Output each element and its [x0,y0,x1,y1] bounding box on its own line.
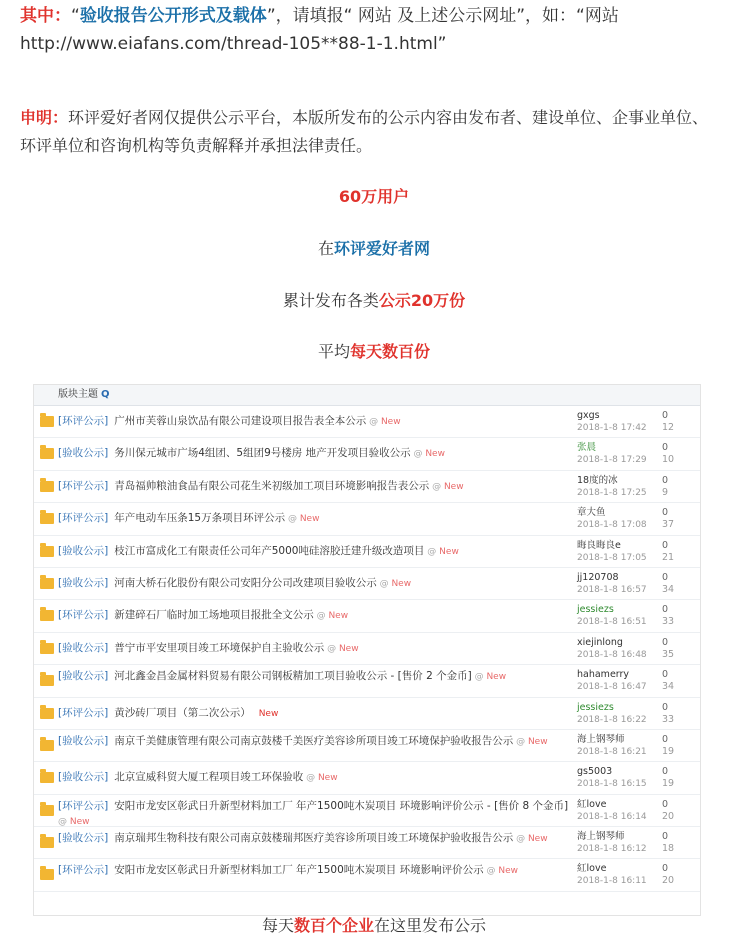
table-row[interactable] [34,471,700,503]
thread-date: 2018-1-8 16:48 [577,649,647,660]
thread-date: 2018-1-8 16:57 [577,584,647,595]
attachment-icon: @ [285,514,300,525]
thread-views: 33 [662,616,675,628]
thread-replies: 0 [662,539,669,551]
thread-views: 12 [662,422,675,433]
thread-replies: 0 [662,831,669,843]
users-line [0,184,748,207]
thread-category-link[interactable]: [环评公示] [58,415,109,427]
thread-category-link[interactable]: [环评公示] [58,864,109,877]
intro-subject: 验收报告公开形式及载体 [79,6,267,26]
thread-stats [662,734,674,758]
table-row[interactable] [34,859,700,891]
table-row[interactable] [34,536,700,568]
new-badge [58,817,90,827]
thread-title-cell [58,414,578,429]
thread-title-cell [58,799,578,829]
forum-header-title: 版块主题 [58,389,98,400]
new-badge-label: New [391,578,412,589]
new-badge [424,547,458,557]
table-row[interactable] [34,633,700,665]
thread-date: 2018-1-8 16:11 [577,876,647,887]
thread-stats [662,799,674,823]
thread-replies: 0 [662,798,669,810]
thread-title-link[interactable]: 普宁市平安里项目竣工环境保护自主验收公示 [114,641,325,654]
folder-icon [40,448,54,459]
table-row[interactable] [34,438,700,470]
folder-icon [40,513,54,524]
thread-replies: 0 [662,571,669,583]
thread-title-cell [58,479,578,494]
thread-category-link[interactable]: [验收公示] [58,771,109,784]
table-row[interactable] [34,827,700,859]
table-row[interactable] [34,503,700,535]
thread-stats [662,766,674,790]
new-badge: New [258,708,279,719]
thread-views: 18 [662,843,675,855]
folder-icon [40,837,54,848]
caption-post: 在这里发布公示 [374,916,487,935]
thread-title-link[interactable]: 务川保元城市广场4组团、5组团9号楼房 地产开发项目验收公示 [114,447,411,460]
notice-label: 申明： [20,108,69,127]
intro-text: ，请填报“ 网站 及上述公示网址”，如：“网站 http://www.eiafans.com/thread-105**88-1-1.html” [20,6,619,54]
thread-category-link[interactable]: [环评公示] [58,512,109,525]
table-row[interactable] [34,600,700,632]
forum-header [34,385,700,406]
new-badge [303,773,337,783]
thread-views: 10 [662,454,675,466]
thread-category-link[interactable]: [验收公示] [58,447,109,460]
thread-category-link[interactable]: [环评公示] [58,799,109,812]
new-badge-label: New [328,611,349,622]
new-badge-label: New [317,773,338,784]
thread-author-link[interactable]: xiejinlong [577,636,623,648]
thread-title-link[interactable]: 枝江市富成化工有限责任公司年产5000吨硅溶胶迁建升级改造项目 [114,544,425,557]
thread-category-link[interactable]: [验收公示] [58,544,109,557]
thread-views: 34 [662,583,675,595]
thread-replies: 0 [662,442,669,454]
intro-paragraph [20,2,732,58]
attachment-icon: @ [376,578,392,589]
thread-title-cell [58,511,578,526]
folder-icon [40,675,54,686]
folder-icon [40,481,54,492]
thread-stats [662,702,674,726]
caption-pre: 每天 [261,916,294,935]
thread-title-cell [58,544,578,559]
new-badge [377,579,411,589]
new-badge-label: New [425,449,445,460]
thread-author-link[interactable]: 章大鱼 [577,507,606,519]
search-icon[interactable]: Q [101,389,110,400]
intro-quote-close: ” [266,6,276,26]
new-badge-label: New [69,816,90,827]
thread-author-link[interactable]: hahamerry [577,669,630,681]
thread-views: 19 [662,745,675,757]
thread-title-link[interactable]: 河北鑫金昌金属材料贸易有限公司钢板精加工项目验收公示 - [售价 2 个金币] [114,670,472,683]
new-badge [314,611,348,621]
thread-title-link[interactable]: 黄沙砖厂项目（第二次公示） [114,706,251,719]
new-badge-label: New [527,736,548,747]
thread-replies: 0 [662,701,669,713]
thread-date: 2018-1-8 16:14 [577,811,647,822]
folder-icon [40,869,54,880]
site-name: 环评爱好者网 [334,239,431,258]
thread-date: 2018-1-8 17:25 [577,487,647,498]
folder-icon [40,708,54,719]
thread-stats [662,410,674,434]
thread-stats [662,831,674,855]
users-count: 60万用户 [338,187,410,206]
thread-date: 2018-1-8 16:22 [577,714,647,725]
caption-highlight: 数百个企业 [293,916,374,935]
thread-category-link[interactable]: [验收公示] [58,734,109,747]
new-badge [366,417,400,427]
thread-title-cell [58,641,578,656]
new-badge-label: New [498,866,518,877]
intro-label: 其中： [20,6,71,26]
thread-author-link[interactable]: gxgs [577,410,600,421]
thread-category-link[interactable]: [环评公示] [58,609,109,622]
thread-stats [662,540,674,564]
thread-date: 2018-1-8 16:15 [577,779,647,790]
cumulative-line [0,288,748,311]
thread-author-link[interactable]: gs5003 [577,766,613,778]
thread-stats [662,442,674,466]
thread-stats [662,863,674,887]
attachment-icon: @ [58,816,70,827]
attachment-icon: @ [324,643,339,654]
cumulative-count: 公示20万份 [378,291,466,310]
table-row[interactable] [34,665,700,697]
thread-date: 2018-1-8 16:47 [577,682,647,693]
folder-icon [40,416,54,427]
attachment-icon: @ [513,736,528,747]
table-row[interactable] [34,795,700,827]
thread-title-link[interactable]: 安阳市龙安区彰武日升新型材料加工厂 年产1500吨木炭项目 环境影响评价公示 - [售价 8 个金币] [114,799,569,812]
thread-title-cell [58,446,578,461]
thread-views: 35 [662,648,675,660]
thread-title-link[interactable]: 年产电动车压条15万条项目环评公示 [114,512,286,525]
thread-replies: 0 [662,863,669,875]
new-badge-label: New [338,643,359,654]
thread-title-cell [58,706,578,721]
thread-date: 2018-1-8 17:29 [577,455,647,466]
thread-title-link[interactable]: 安阳市龙安区彰武日升新型材料加工厂 年产1500吨木炭项目 环境影响评价公示 [114,864,484,877]
attachment-icon: @ [303,773,318,784]
thread-category-link[interactable]: [环评公示] [58,479,109,492]
thread-date: 2018-1-8 17:42 [577,423,647,433]
thread-stats [662,637,674,661]
thread-author-link[interactable]: 晦良晦良e [577,539,621,551]
thread-replies: 0 [662,669,669,681]
thread-title-link[interactable]: 河南大桥石化股份有限公司安阳分公司改建项目验收公示 [114,576,377,589]
attachment-icon: @ [429,481,444,492]
thread-views: 37 [662,519,675,531]
notice-text: 环评爱好者网仅提供公示平台，本版所发布的公示内容由发布者、建设单位、企事业单位、环评单位和咨询机构等负责解释并承担法律责任。 [20,108,709,155]
thread-author-link[interactable]: 紅love [577,863,607,875]
thread-views: 34 [662,681,675,693]
folder-icon [40,740,54,751]
thread-author-link[interactable]: jessiezs [577,604,614,616]
thread-author-link[interactable]: jessiezs [577,701,614,713]
thread-title-cell [58,608,578,623]
thread-title-link[interactable]: 青岛福帅粮油食品有限公司花生米初级加工项目环境影响报告表公示 [114,479,430,492]
new-badge [484,866,518,876]
attachment-icon: @ [483,866,499,877]
thread-author-link[interactable]: jj120708 [577,571,619,583]
thread-date: 2018-1-8 17:08 [577,520,647,531]
attachment-icon: @ [366,417,381,427]
thread-author-link[interactable]: 海上钢琴师 [577,831,625,843]
thread-category-link[interactable]: [验收公示] [58,670,109,683]
thread-title-cell [58,863,578,878]
thread-views: 33 [662,713,675,725]
table-row[interactable] [34,568,700,600]
thread-replies: 0 [662,474,669,486]
thread-views: 21 [662,551,675,563]
new-badge-label: New [486,672,507,683]
thread-category-link[interactable]: [验收公示] [58,832,109,845]
new-badge [472,672,506,682]
site-pre: 在 [317,239,334,258]
folder-icon [40,643,54,654]
thread-title-link[interactable]: 北京宣威科贸大厦工程项目竣工环保验收 [114,771,304,784]
attachment-icon: @ [471,672,487,683]
thread-date: 2018-1-8 16:21 [577,746,647,757]
thread-replies: 0 [662,636,669,648]
new-badge-label: New [439,546,459,557]
attachment-icon: @ [313,611,329,622]
new-badge [324,644,358,654]
new-badge-label: New [443,481,464,492]
thread-stats [662,669,674,693]
thread-author-link[interactable]: 张晨 [577,442,597,454]
folder-icon [40,546,54,557]
new-badge-label: New [299,514,320,525]
thread-author-link[interactable]: 18度的冰 [577,474,618,486]
thread-views: 20 [662,875,675,887]
notice-paragraph [20,104,720,160]
table-row[interactable] [34,698,700,730]
thread-title-cell [58,734,578,749]
thread-author-link[interactable]: 海上钢琴师 [577,733,625,745]
thread-category-link[interactable]: [验收公示] [58,641,109,654]
table-row[interactable] [34,406,700,438]
folder-icon [40,578,54,589]
new-badge [411,449,445,459]
new-badge-label: New [527,834,548,845]
thread-title-link[interactable]: 南京瑞邦生物科技有限公司南京鼓楼瑞邦医疗美容诊所项目竣工环境保护验收报告公示 [114,832,514,845]
thread-author-link[interactable]: 紅love [577,798,607,810]
thread-title-link[interactable]: 广州市芙蓉山泉饮品有限公司建设项目报告表全本公示 [114,415,367,427]
new-badge [513,834,547,844]
thread-title-link[interactable]: 南京千美健康管理有限公司南京鼓楼千美医疗美容诊所项目竣工环境保护验收报告公示 [114,734,514,747]
thread-replies: 0 [662,410,669,421]
daily-line [0,339,748,362]
site-line [0,236,748,259]
table-row[interactable] [34,762,700,794]
folder-icon [40,610,54,621]
thread-stats [662,604,674,628]
caption [0,914,748,938]
thread-stats [662,572,674,596]
thread-title-cell [58,669,578,684]
thread-title-cell [58,576,578,591]
thread-replies: 0 [662,507,669,519]
thread-category-link[interactable]: [环评公示] [58,706,109,719]
attachment-icon: @ [513,834,528,845]
thread-category-link[interactable]: [验收公示] [58,576,109,589]
thread-date: 2018-1-8 17:05 [577,552,647,563]
thread-replies: 0 [662,604,669,616]
thread-replies: 0 [662,766,669,778]
daily-count: 每天数百份 [350,342,431,361]
thread-title-cell [58,770,578,785]
thread-title-cell [58,831,578,846]
thread-views: 9 [662,486,669,498]
new-badge [429,482,463,492]
thread-date: 2018-1-8 16:51 [577,617,647,628]
thread-title-link[interactable]: 新建碎石厂临时加工场地项目报批全文公示 [114,609,314,622]
thread-replies: 0 [662,733,669,745]
folder-icon [40,772,54,783]
thread-views: 19 [662,778,675,790]
forum-thread-list [33,384,701,916]
attachment-icon: @ [410,449,426,460]
new-badge [513,737,547,747]
intro-quote-open: “ [71,6,80,26]
thread-stats [662,475,668,499]
thread-stats [662,507,674,531]
thread-views: 20 [662,810,675,822]
cumulative-pre: 累计发布各类 [282,291,379,310]
table-row[interactable] [34,730,700,762]
thread-date: 2018-1-8 16:12 [577,844,647,855]
daily-pre: 平均 [317,342,350,361]
attachment-icon: @ [424,546,440,557]
folder-icon [40,805,54,816]
new-badge [285,514,319,524]
new-badge-label: New [380,417,401,427]
thread-rows [34,406,700,892]
